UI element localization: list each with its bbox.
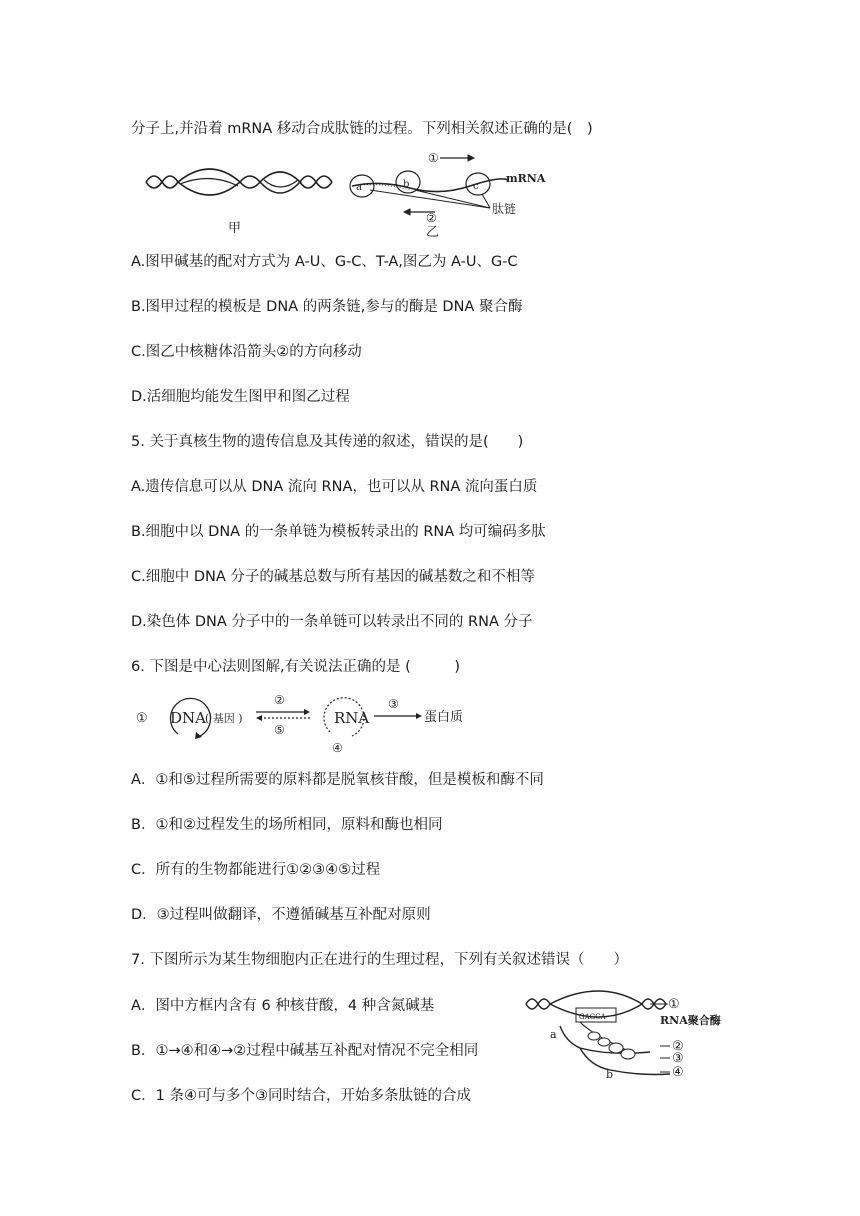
rna-label: RNA [334, 709, 370, 727]
process-4-label: ④ [332, 741, 343, 754]
strand-4-label: ④ [672, 1065, 684, 1080]
ribosome-b-label: b [403, 179, 410, 190]
ribosome-c-label: c [473, 181, 479, 192]
q5-option-d: D.染色体 DNA 分子中的一条单链可以转录出不同的 RNA 分子 [131, 614, 533, 630]
arrow-1-label: ① [428, 151, 439, 165]
dna-helix-figure-jia [146, 169, 332, 195]
process-3-label: ③ [388, 697, 399, 711]
q5-stem: 5. 关于真核生物的遗传信息及其传递的叙述，错误的是( ) [131, 434, 524, 450]
q6-stem: 6. 下图是中心法则图解,有关说法正确的是 ( ) [131, 659, 460, 675]
label-a: a [550, 1028, 557, 1041]
q7-option-c: C．1 条④可与多个③同时结合，开始多条肽链的合成 [131, 1088, 471, 1104]
arrow-2-label: ② [426, 211, 437, 225]
q4-stem: 分子上,并沿着 mRNA 移动合成肽链的过程。下列相关叙述正确的是( ) [131, 121, 593, 137]
protein-label: 蛋白质 [424, 710, 464, 725]
central-dogma-figure [134, 690, 474, 754]
mrna-2-label: ② [672, 1039, 684, 1054]
q6-option-b: B．①和②过程发生的场所相同，原料和酶也相同 [131, 817, 443, 833]
peptide-label: 肽链 [492, 202, 517, 216]
q5-option-a: A.遗传信息可以从 DNA 流向 RNA，也可以从 RNA 流向蛋白质 [131, 479, 538, 495]
q4-option-d: D.活细胞均能发生图甲和图乙过程 [131, 389, 350, 405]
q4-option-c: C.图乙中核糖体沿箭头②的方向移动 [131, 344, 362, 360]
q4-figure [140, 150, 560, 240]
label-b: b [606, 1068, 614, 1081]
rna-polymerase-label: RNA聚合酶 [660, 1014, 721, 1027]
dna-strand-1-label: ① [668, 997, 680, 1012]
process-5-label: ⑤ [274, 723, 285, 737]
q5-option-c: C.细胞中 DNA 分子的碱基总数与所有基因的碱基数之和不相等 [131, 569, 535, 585]
transcription-translation-figure [520, 986, 760, 1086]
q7-option-b: B．①→④和④→②过程中碱基互补配对情况不完全相同 [131, 1043, 479, 1059]
q7-stem: 7. 下图所示为某生物细胞内正在进行的生理过程，下列有关叙述错误（ ） [131, 952, 628, 968]
q6-option-d: D．③过程叫做翻译，不遵循碱基互补配对原则 [131, 907, 431, 923]
q7-option-a: A．图中方框内含有 6 种核苷酸，4 种含氮碱基 [131, 998, 435, 1014]
q5-option-b: B.细胞中以 DNA 的一条单链为模板转录出的 RNA 均可编码多肽 [131, 524, 546, 540]
boxed-sequence-label: GAGCA [579, 1013, 606, 1021]
q4-option-a: A.图甲碱基的配对方式为 A-U、G-C、T-A,图乙为 A-U、G-C [131, 254, 518, 270]
ribosome-3-label: ③ [672, 1051, 684, 1066]
label-yi: 乙 [426, 225, 440, 240]
gene-label: ( 基因 ) [205, 712, 243, 725]
process-2-label: ② [274, 693, 285, 707]
label-jia: 甲 [228, 221, 242, 236]
mrna-label: mRNA [506, 172, 546, 185]
q6-option-a: A．①和⑤过程所需要的原料都是脱氧核苷酸，但是模板和酶不同 [131, 772, 544, 788]
q6-option-c: C．所有的生物都能进行①②③④⑤过程 [131, 862, 381, 878]
ribosome-a-label: a [356, 182, 362, 193]
q4-option-b: B.图甲过程的模板是 DNA 的两条链,参与的酶是 DNA 聚合酶 [131, 299, 523, 315]
process-1-label: ① [136, 711, 148, 726]
dna-label: DNA [170, 709, 206, 727]
